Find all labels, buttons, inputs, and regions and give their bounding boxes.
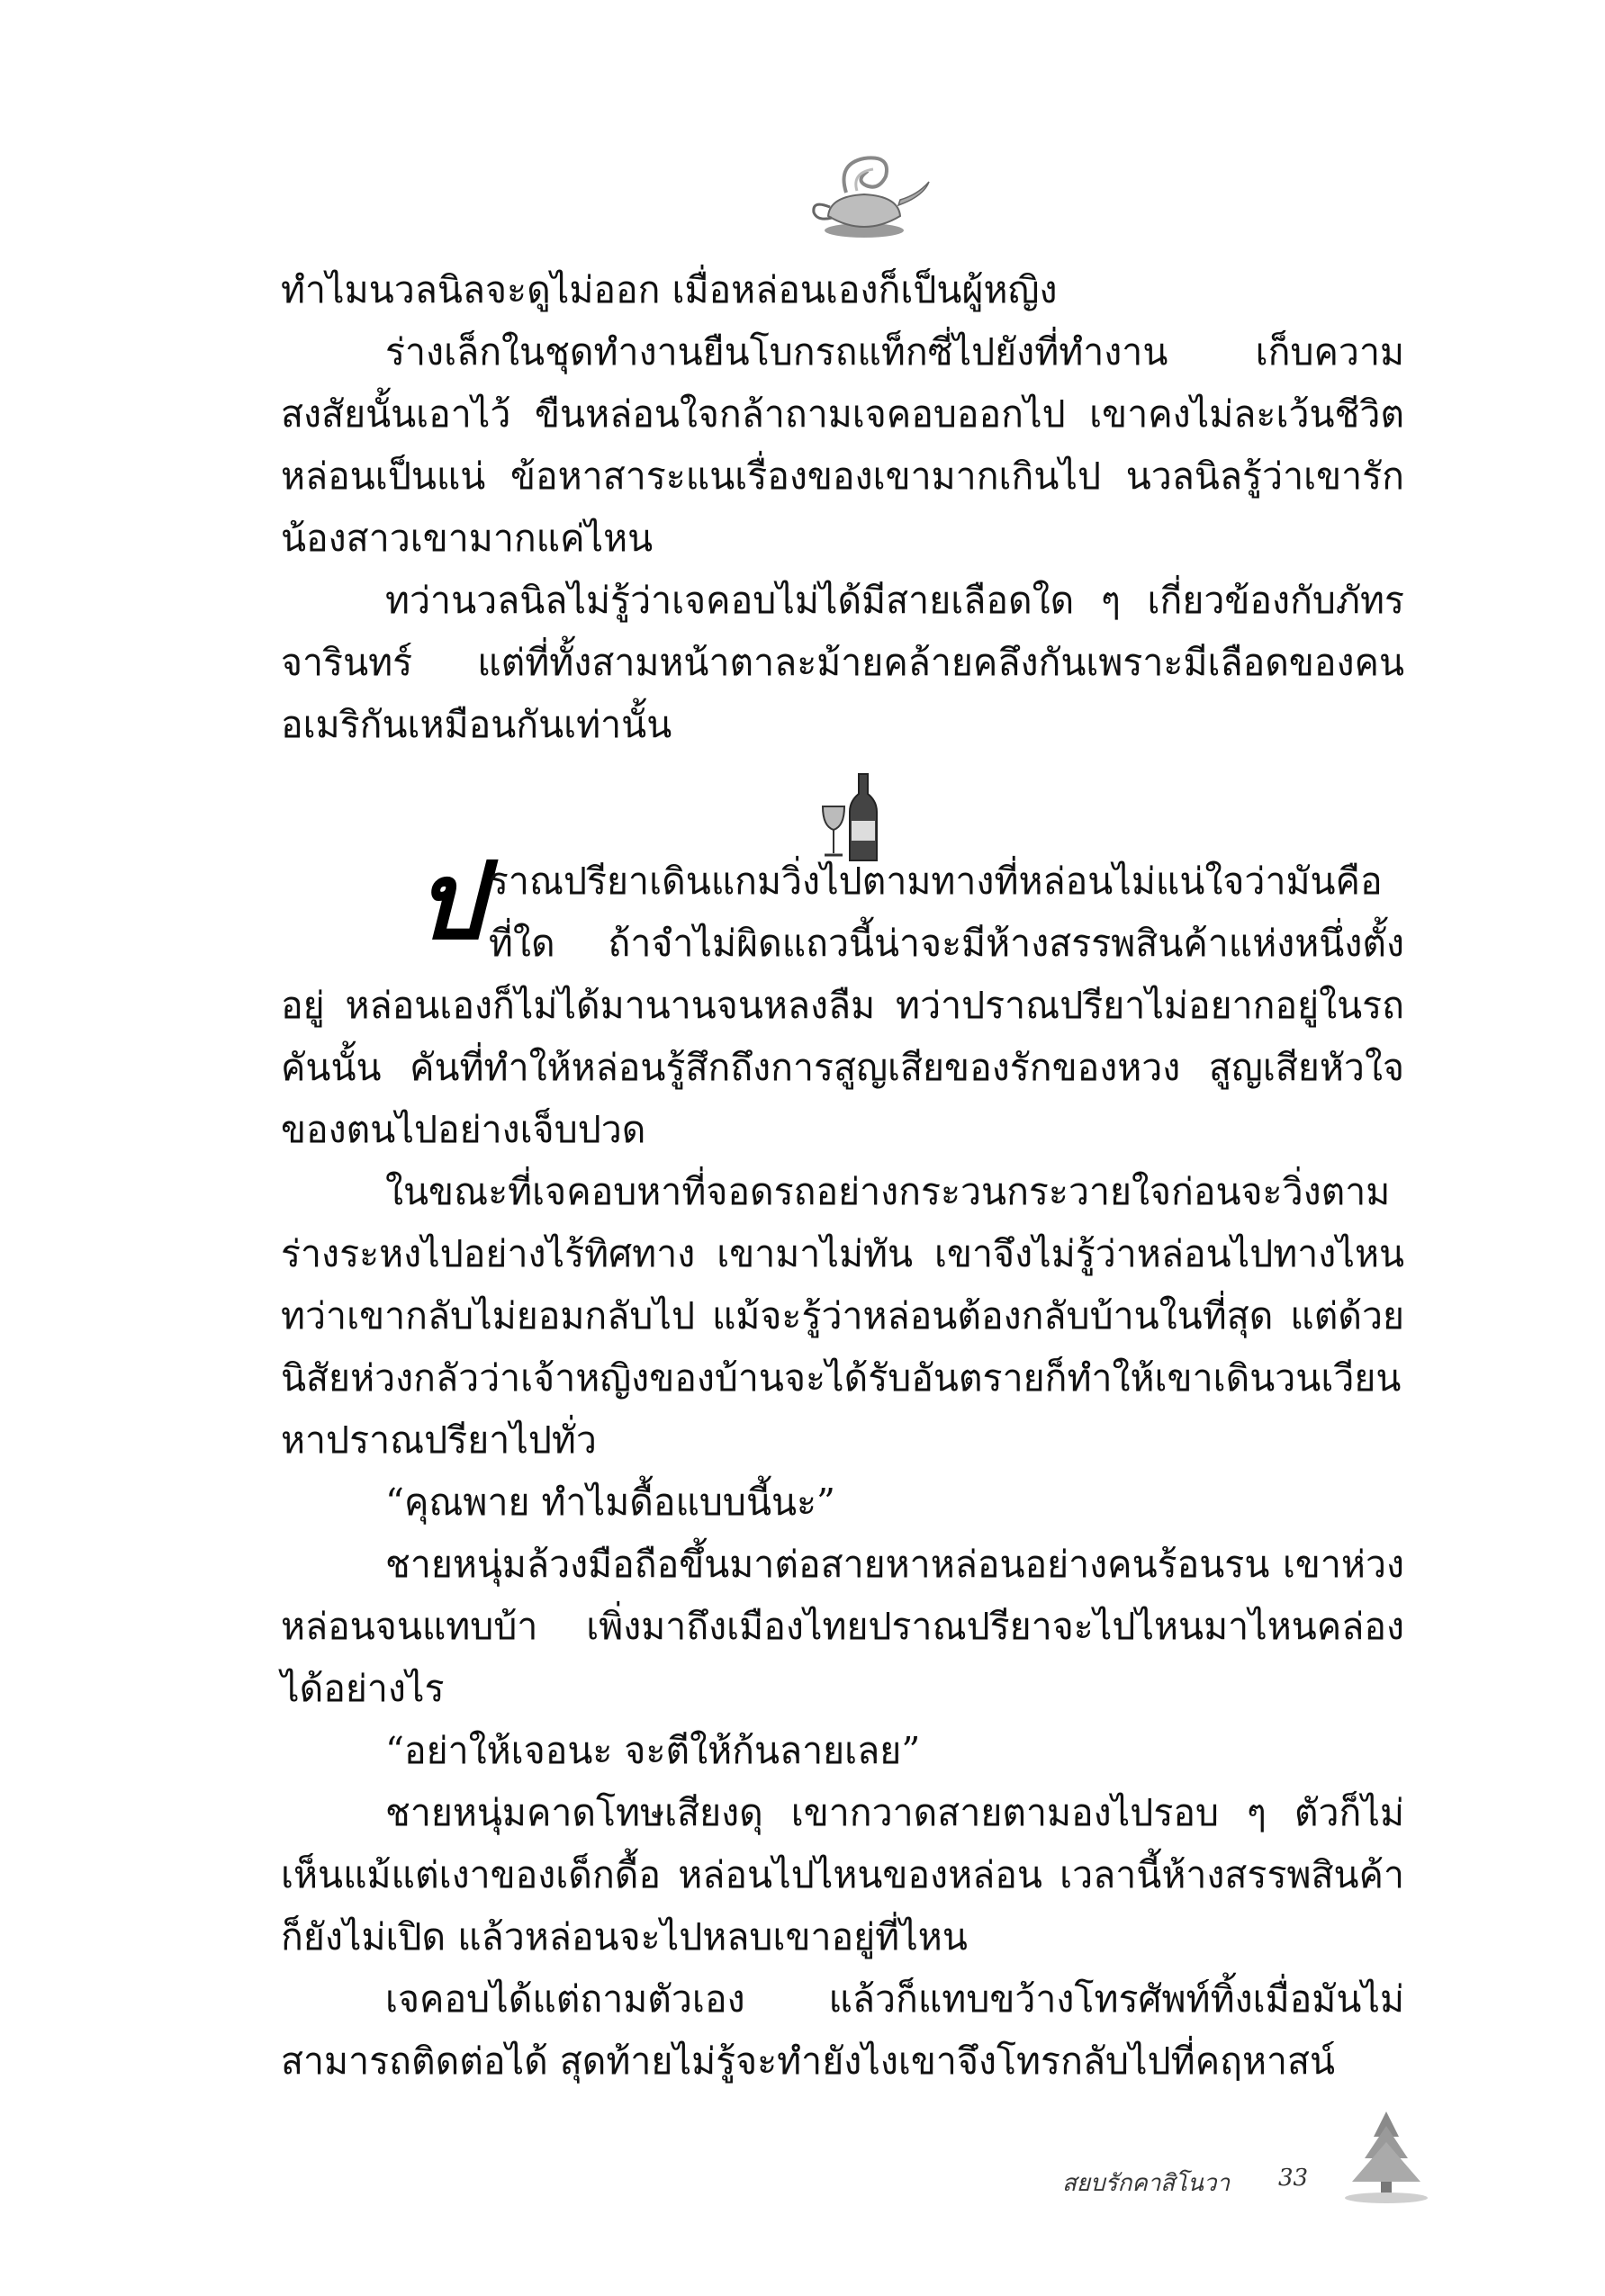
paragraph: ทว่านวลนิลไม่รู้ว่าเจคอบไม่ได้มีสายเลือดใด ๆ เกี่ยวข้องกับภัทรจารินทร์ แต่ที่ทั้งสามหน้าตาละม้ายคล้ายคลึงกันเพราะมีเลือดของคนอเมริกันเหมือนกันเท่านั้น xyxy=(281,579,1404,746)
bottom-text-block xyxy=(281,838,1404,2093)
paragraph: เจคอบได้แต่ถามตัวเอง แล้วก็แทบขว้างโทรศัพท์ทิ้งเมื่อมันไม่สามารถติดต่อได้ สุดท้ายไม่รู้จะทำยังไงเขาจึงโทรกลับไปที่คฤหาสน์ xyxy=(281,1977,1404,2083)
paragraph: ในขณะที่เจคอบหาที่จอดรถอย่างกระวนกระวายใจก่อนจะวิ่งตามร่างระหงไปอย่างไร้ทิศทาง เขามาไม่ทัน เขาจึงไม่รู้ว่าหล่อนไปทางไหน ทว่าเขากลับไม่ยอมกลับไป แม้จะรู้ว่าหล่อนต้องกลับบ้านในที่สุด แต่ด้วยนิสัยห่วงกลัวว่าเจ้าหญิงของบ้านจะได้รับอันตรายก็ทำให้เขาเดินวนเวียนหาปราณปรียาไปทั่ว xyxy=(281,1170,1404,1462)
paragraph-text: ราณปรียาเดินแกมวิ่งไปตามทางที่หล่อนไม่แน่ใจว่ามันคือที่ใด ถ้าจำไม่ผิดแถวนี้น่าจะมีห้างสรรพสินค้าแห่งหนึ่งตั้งอยู่ หล่อนเองก็ไม่ได้มานานจนหลงลืม ทว่าปราณปรียาไม่อยากอยู่ในรถคันนั้น คันที่ทำให้หล่อนรู้สึกถึงการสูญเสียของรักของหวง สูญเสียหัวใจของตนไปอย่างเจ็บปวด xyxy=(281,860,1404,1151)
top-text-block xyxy=(281,259,1404,756)
paragraph: ร่างเล็กในชุดทำงานยืนโบกรถแท็กซี่ไปยังที่ทำงาน เก็บความสงสัยนั้นเอาไว้ ขืนหล่อนใจกล้าถามเจคอบออกไป เขาคงไม่ละเว้นชีวิตหล่อนเป็นแน่ ข้อหาสาระแนเรื่องของเขามากเกินไป นวลนิลรู้ว่าเขารักน้องสาวเขามากแค่ไหน xyxy=(281,330,1404,560)
footer-book-title: สยบรักคาสิโนวา xyxy=(1062,2170,1231,2197)
drop-cap: ป xyxy=(416,838,483,963)
paragraph: ทำไมนวลนิลจะดูไม่ออก เมื่อหล่อนเองก็เป็นผู้หญิง xyxy=(281,268,1058,311)
paragraph: ชายหนุ่มล้วงมือถือขึ้นมาต่อสายหาหล่อนอย่างคนร้อนรน เขาห่วงหล่อนจนแทบบ้า เพิ่งมาถึงเมืองไทยปราณปรียาจะไปไหนมาไหนคล่องได้อย่างไร xyxy=(281,1543,1404,1710)
tree-icon xyxy=(1332,2106,1440,2205)
dialogue: “อย่าให้เจอนะ จะตีให้ก้นลายเลย” xyxy=(385,1729,921,1772)
teapot-icon xyxy=(792,146,936,245)
paragraph-with-dropcap xyxy=(281,838,1404,1161)
paragraph: ชายหนุ่มคาดโทษเสียงดุ เขากวาดสายตามองไปรอบ ๆ ตัวก็ไม่เห็นแม้แต่เงาของเด็กดื้อ หล่อนไปไหนของหล่อน เวลานี้ห้างสรรพสินค้าก็ยังไม่เปิด แล้วหล่อนจะไปหลบเขาอยู่ที่ไหน xyxy=(281,1791,1404,1958)
page-number: 33 xyxy=(1278,2165,1309,2192)
dialogue: “คุณพาย ทำไมดื้อแบบนี้นะ” xyxy=(385,1481,835,1524)
